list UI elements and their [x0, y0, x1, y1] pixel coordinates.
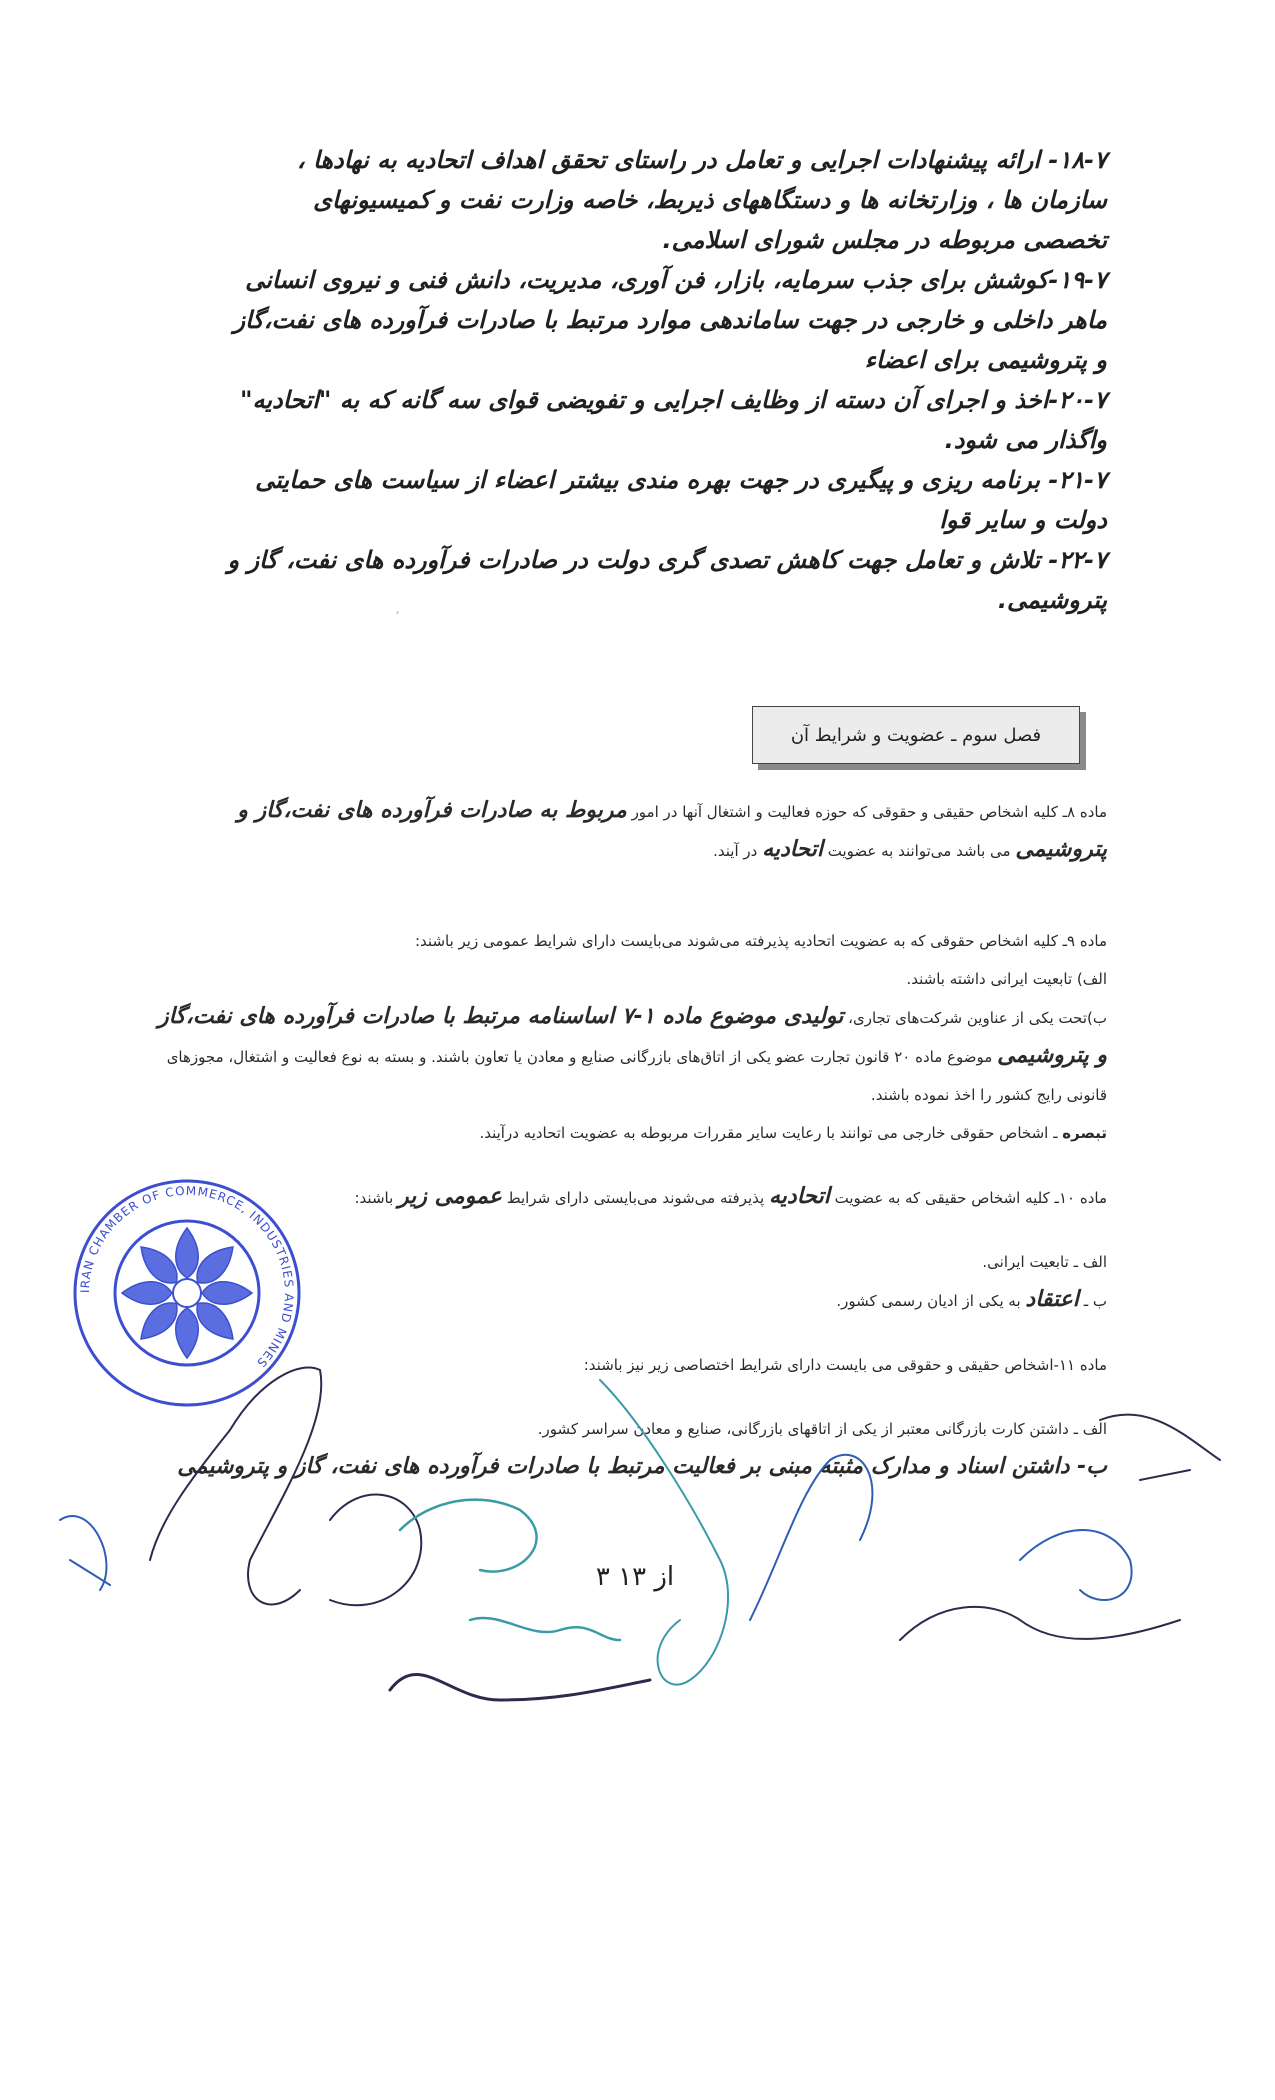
clause-20: ۲۰-۷-اخذ و اجرای آن دسته از وظایف اجرایی و تفویضی قوای سه گانه که به "اتحادیه" واگذار می شود.: [239, 386, 1107, 454]
article-11-item-b: ب- داشتن اسناد و مدارک مثبته مبنی بر فعالیت مرتبط با صادرات فرآورده های نفت، گاز و پتروشیمی: [177, 1454, 1107, 1479]
page-number: ۳ از ۱۳: [595, 1562, 675, 1592]
article-10-item-a: الف ـ تابعیت ایرانی.: [982, 1253, 1107, 1271]
clauses-section: [227, 140, 1107, 620]
chamber-stamp-icon: [62, 1168, 312, 1418]
article-10-lead: ماده ۱۰ـ کلیه اشخاص حقیقی که به عضویت: [834, 1189, 1107, 1207]
article-11-lead: ماده ۱۱-اشخاص حقیقی و حقوقی می بایست دارای شرایط اختصاصی زیر نیز باشند:: [583, 1356, 1107, 1374]
article-10-item-b-label: ب ـ: [1083, 1292, 1107, 1310]
article-9-note: [147, 1114, 1107, 1152]
article-8-tail: در آیند.: [713, 842, 758, 860]
article-10-tail: باشند:: [354, 1189, 394, 1207]
article-11-item-a: الف ـ داشتن کارت بازرگانی معتبر از یکی از اتاقهای بازرگانی، صنایع و معادن سراسر کشور.: [537, 1420, 1107, 1438]
article-10-mid: پذیرفته می‌شوند می‌بایستی دارای شرایط: [506, 1189, 765, 1207]
article-9-item-b-lead: ب)تحت یکی از عناوین شرکت‌های تجاری،: [848, 1009, 1107, 1027]
chapter-heading-box: [752, 706, 1080, 764]
article-8-bold-1: مربوط به صادرات فرآورده های نفت،گاز و پتروشیمی: [237, 798, 1107, 862]
article-10-item-b-text: به یکی از ادیان رسمی کشور.: [836, 1292, 1021, 1310]
article-8-bold-2: اتحادیه: [762, 837, 823, 862]
stray-mark: ′: [396, 610, 400, 626]
article-9-item-a: الف) تابعیت ایرانی داشته باشند.: [906, 970, 1107, 988]
article-9-item-b: [147, 998, 1107, 1114]
article-8-lead: ماده ۸ـ کلیه اشخاص حقیقی و حقوقی که حوزه فعالیت و اشتغال آنها در امور: [631, 803, 1107, 821]
article-9-note-text: ـ اشخاص حقوقی خارجی می توانند با رعایت سایر مقررات مربوطه به عضویت اتحادیه درآیند.: [479, 1124, 1058, 1142]
article-10-bold-2: عمومی زیر: [398, 1184, 502, 1209]
clause-21: ۲۱-۷- برنامه ریزی و پیگیری در جهت بهره مندی بیشتر اعضاء از سیاست های حمایتی دولت و سایر قوا: [255, 466, 1107, 534]
article-9-item-b-tail: موضوع ماده ۲۰ قانون تجارت عضو یکی از اتاق‌های بازرگانی صنایع و معادن یا تعاون باشند. و بسته به نوع فعالیت و اشتغال، مجوزهای قانونی رایج کشور را اخذ نموده باشند.: [166, 1048, 1107, 1104]
article-10-bold-1: اتحادیه: [769, 1184, 830, 1209]
chapter-heading: فصل سوم ـ عضویت و شرایط آن: [790, 724, 1042, 746]
article-8: [147, 792, 1107, 870]
clause-19: ۱۹-۷-کوشش برای جذب سرمایه، بازار، فن آوری، مدیریت، دانش فنی و نیروی انسانی ماهر داخلی و خارجی در جهت ساماندهی موارد مرتبط با صادرات فرآورده های نفت،گاز و پتروشیمی برای اعضاء: [233, 266, 1107, 374]
article-10-item-b-bold: اعتقاد: [1025, 1287, 1079, 1312]
stamp-text: IRAN CHAMBER OF COMMERCE, INDUSTRIES AND MINES: [77, 1183, 297, 1371]
article-8-mid: می باشد می‌توانند به عضویت: [827, 842, 1011, 860]
article-9-note-label: تبصره: [1062, 1124, 1107, 1142]
clause-18: ۱۸-۷- ارائه پیشنهادات اجرایی و تعامل در راستای تحقق اهداف اتحادیه به نهادها ، سازمان ها ، وزارتخانه ها و دستگاههای ذیربط، خاصه وزارت نفت و کمیسیونهای تخصصی مربوطه در مجلس شورای اسلامی.: [296, 146, 1107, 254]
article-9-item-b-bold: تولیدی موضوع ماده ۱-۷ اساسنامه مرتبط با صادرات فرآورده های نفت،گاز و پتروشیمی: [157, 1004, 1107, 1068]
article-9-lead: ماده ۹ـ کلیه اشخاص حقوقی که به عضویت اتحادیه پذیرفته می‌شوند می‌بایست دارای شرایط عمومی زیر باشند:: [415, 932, 1107, 950]
clause-22: ۲۲-۷- تلاش و تعامل جهت کاهش تصدی گری دولت در صادرات فرآورده های نفت، گاز و پتروشیمی.: [227, 546, 1107, 614]
